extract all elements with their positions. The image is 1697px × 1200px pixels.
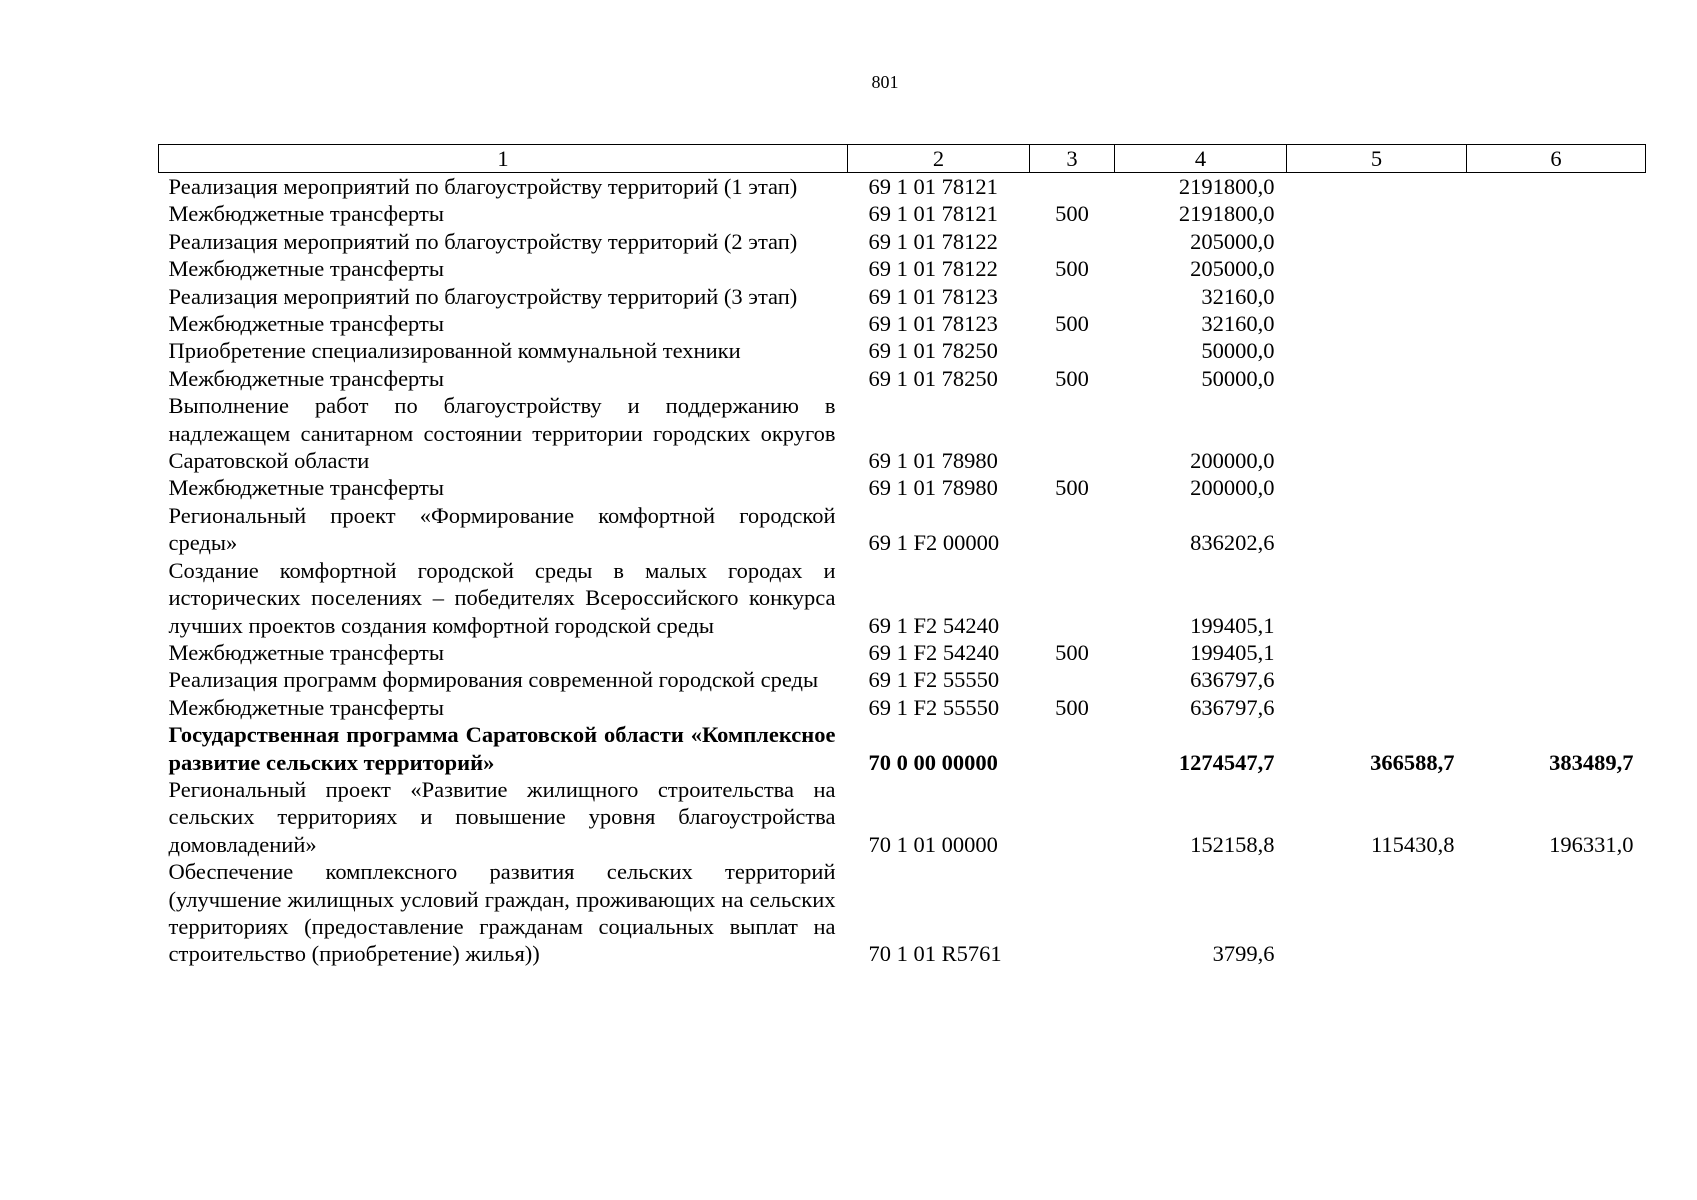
row-code-cell: 69 1 01 78250 [868, 365, 998, 391]
header-cell: 1 [159, 145, 848, 173]
row-value-col6 [1467, 255, 1646, 282]
table-row [159, 721, 1646, 776]
header-cell: 4 [1115, 145, 1287, 173]
row-kind-cell: 500 [1055, 639, 1089, 665]
row-kind-cell: 500 [1055, 475, 1089, 501]
row-kind-cell: 500 [1055, 694, 1089, 720]
table-row [159, 255, 1646, 282]
row-name-cell: Реализация мероприятий по благоустройству территорий (3 этап) [168, 283, 798, 309]
row-name-cell: Региональный проект «Формирование комфортной городской среды» [168, 502, 836, 556]
row-kind-cell [1030, 173, 1115, 201]
table-row [159, 502, 1646, 557]
row-value-col4: 200000,0 [1190, 448, 1275, 474]
table-row [159, 557, 1646, 639]
row-name-cell: Межбюджетные трансферты [168, 694, 444, 720]
row-value-col5 [1287, 228, 1467, 255]
table-row [159, 228, 1646, 255]
row-value-col5 [1287, 365, 1467, 392]
table-row [159, 173, 1646, 201]
row-code-cell: 69 1 F2 00000 [868, 530, 1000, 556]
table-row [159, 666, 1646, 693]
row-name-cell: Реализация программ формирования современной городской среды [168, 667, 819, 693]
row-value-col5 [1287, 858, 1467, 968]
row-value-col5 [1287, 694, 1467, 721]
table-header [159, 145, 1646, 173]
row-name-cell: Региональный проект «Развитие жилищного строительства на сельских территориях и повышение уровня благоустройства домовладений» [168, 776, 836, 857]
row-value-col4: 50000,0 [1201, 365, 1275, 391]
row-kind-cell: 500 [1055, 201, 1089, 227]
table-row [159, 639, 1646, 666]
row-name-cell: Реализация мероприятий по благоустройству территорий (1 этап) [168, 174, 798, 199]
row-name-cell: Обеспечение комплексного развития сельских территорий (улучшение жилищных условий граждан, проживающих на сельских территориях (предоставление гражданам социальных выплат на строительство (приобретение) жилья)) [168, 859, 836, 967]
row-value-col6 [1467, 228, 1646, 255]
row-value-col4: 152158,8 [1190, 831, 1275, 857]
row-code-cell: 70 0 00 00000 [868, 749, 998, 775]
row-value-col5 [1287, 283, 1467, 310]
table-row [159, 474, 1646, 501]
row-value-col5 [1287, 666, 1467, 693]
row-value-col4: 2191800,0 [1178, 201, 1275, 227]
row-value-col6 [1467, 858, 1646, 968]
table-row [159, 200, 1646, 227]
row-kind-cell: 500 [1055, 256, 1089, 282]
row-name-cell: Создание комфортной городской среды в малых городах и исторических поселениях – победителях Всероссийского конкурса лучших проектов создания комфортной городской среды [168, 557, 836, 638]
row-name-cell: Межбюджетные трансферты [168, 256, 444, 282]
row-value-col4: 205000,0 [1190, 228, 1275, 254]
row-kind-cell [1030, 776, 1115, 858]
row-value-col5 [1287, 337, 1467, 364]
row-name-cell: Межбюджетные трансферты [168, 639, 444, 665]
row-code-cell: 69 1 F2 54240 [868, 612, 1000, 638]
row-value-col4: 199405,1 [1190, 639, 1275, 665]
row-value-col4: 836202,6 [1190, 530, 1275, 556]
row-value-col4: 32160,0 [1201, 283, 1275, 309]
row-kind-cell [1030, 721, 1115, 776]
row-kind-cell [1030, 502, 1115, 557]
row-value-col6 [1467, 694, 1646, 721]
row-code-cell: 69 1 F2 55550 [868, 667, 1000, 693]
row-value-col4: 199405,1 [1190, 612, 1275, 638]
row-value-col6: 383489,7 [1549, 749, 1634, 775]
row-value-col4: 636797,6 [1190, 667, 1275, 693]
table-row [159, 365, 1646, 392]
row-name-cell: Межбюджетные трансферты [168, 475, 444, 501]
row-name-cell: Государственная программа Саратовской области «Комплексное развитие сельских территорий» [168, 722, 836, 775]
table-body [159, 173, 1646, 968]
row-value-col6 [1467, 200, 1646, 227]
row-value-col4: 200000,0 [1190, 475, 1275, 501]
row-value-col6 [1467, 392, 1646, 474]
row-code-cell: 69 1 F2 55550 [868, 694, 1000, 720]
table-row [159, 694, 1646, 721]
table-row [159, 776, 1646, 858]
header-cell: 5 [1287, 145, 1467, 173]
row-code-cell: 69 1 01 78980 [868, 475, 998, 501]
row-code-cell: 69 1 01 78123 [868, 283, 998, 309]
row-kind-cell [1030, 337, 1115, 364]
row-kind-cell: 500 [1055, 365, 1089, 391]
row-kind-cell [1030, 557, 1115, 639]
row-value-col5 [1287, 639, 1467, 666]
row-code-cell: 69 1 01 78123 [868, 311, 998, 337]
row-value-col5 [1287, 557, 1467, 639]
row-value-col6 [1467, 337, 1646, 364]
row-value-col5 [1287, 200, 1467, 227]
table-row [159, 337, 1646, 364]
row-name-cell: Приобретение специализированной коммунальной техники [168, 338, 741, 364]
row-value-col4: 3799,6 [1212, 941, 1275, 967]
row-name-cell: Межбюджетные трансферты [168, 201, 444, 227]
row-value-col6 [1467, 283, 1646, 310]
row-value-col5 [1287, 310, 1467, 337]
row-kind-cell [1030, 283, 1115, 310]
row-value-col6 [1467, 557, 1646, 639]
row-code-cell: 69 1 F2 54240 [868, 639, 1000, 665]
row-value-col6 [1467, 502, 1646, 557]
row-kind-cell: 500 [1055, 311, 1089, 337]
row-value-col6 [1467, 666, 1646, 693]
row-code-cell: 69 1 01 78122 [868, 228, 998, 254]
row-value-col4: 2191800,0 [1178, 174, 1275, 199]
row-code-cell: 69 1 01 78122 [868, 256, 998, 282]
row-value-col5 [1287, 474, 1467, 501]
table-row [159, 310, 1646, 337]
row-value-col4: 50000,0 [1201, 338, 1275, 364]
row-value-col4: 636797,6 [1190, 694, 1275, 720]
row-kind-cell [1030, 392, 1115, 474]
row-kind-cell [1030, 666, 1115, 693]
row-value-col6 [1467, 474, 1646, 501]
row-name-cell: Межбюджетные трансферты [168, 365, 444, 391]
table-row [159, 283, 1646, 310]
header-cell: 2 [848, 145, 1030, 173]
row-code-cell: 69 1 01 78250 [868, 338, 998, 364]
row-value-col4: 205000,0 [1190, 256, 1275, 282]
row-code-cell: 70 1 01 R5761 [868, 941, 1002, 967]
row-name-cell: Выполнение работ по благоустройству и поддержанию в надлежащем санитарном состоянии территории городских округов Саратовской области [168, 393, 836, 474]
row-value-col5 [1287, 392, 1467, 474]
row-value-col6 [1467, 173, 1646, 201]
row-kind-cell [1030, 228, 1115, 255]
row-value-col6 [1467, 365, 1646, 392]
row-value-col4: 32160,0 [1201, 311, 1275, 337]
table-row [159, 392, 1646, 474]
page-number: 801 [871, 72, 899, 92]
table-row [159, 858, 1646, 968]
row-value-col6 [1467, 639, 1646, 666]
row-code-cell: 69 1 01 78121 [868, 174, 998, 199]
row-value-col6 [1467, 310, 1646, 337]
row-value-col5: 366588,7 [1370, 749, 1455, 775]
row-value-col4: 1274547,7 [1178, 749, 1275, 775]
row-name-cell: Реализация мероприятий по благоустройству территорий (2 этап) [168, 228, 798, 254]
row-value-col5 [1287, 173, 1467, 201]
row-name-cell: Межбюджетные трансферты [168, 311, 444, 337]
header-cell: 6 [1467, 145, 1646, 173]
budget-table [158, 144, 1646, 968]
row-value-col6: 196331,0 [1549, 831, 1634, 857]
row-value-col5 [1287, 255, 1467, 282]
row-value-col5 [1287, 502, 1467, 557]
header-cell: 3 [1030, 145, 1115, 173]
row-kind-cell [1030, 858, 1115, 968]
row-value-col5: 115430,8 [1370, 831, 1455, 857]
row-code-cell: 69 1 01 78121 [868, 201, 998, 227]
row-code-cell: 70 1 01 00000 [868, 831, 998, 857]
row-code-cell: 69 1 01 78980 [868, 448, 998, 474]
header-row [159, 145, 1646, 173]
